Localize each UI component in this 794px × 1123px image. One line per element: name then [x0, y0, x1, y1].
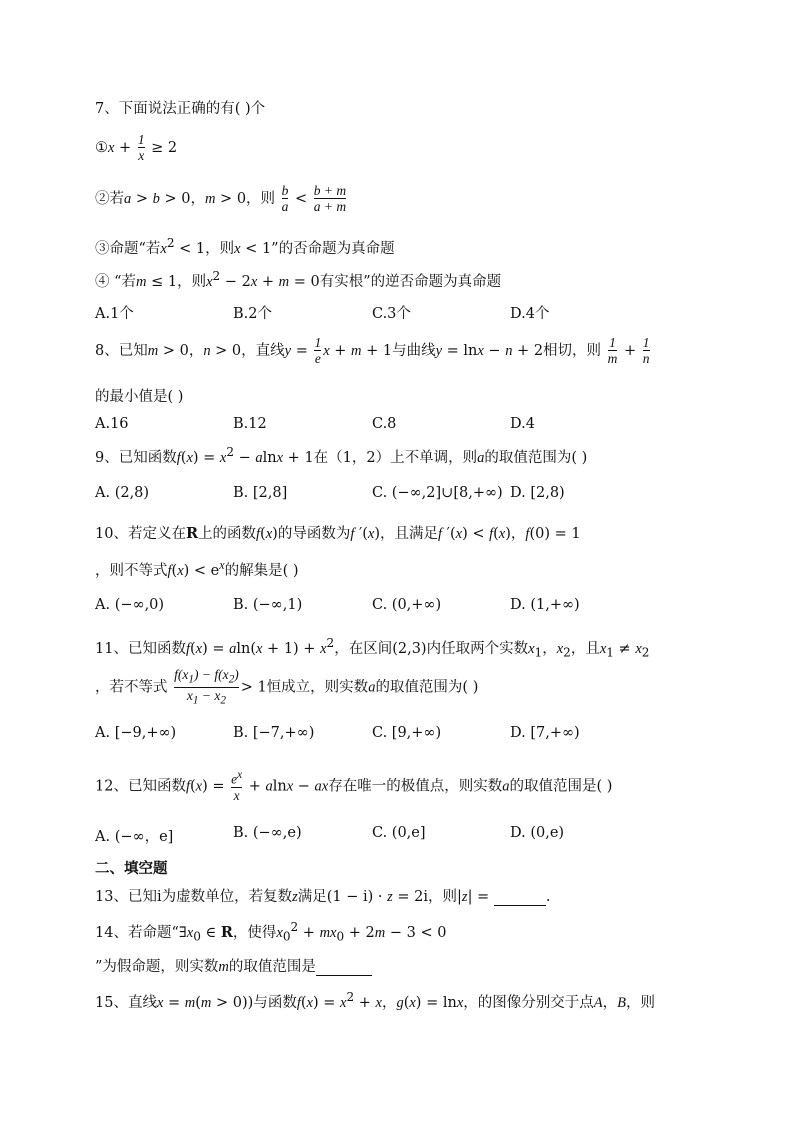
q9-option-d[interactable]: D. [2,8): [510, 485, 565, 501]
q9-option-c[interactable]: C. (−∞,2]∪[8,+∞): [372, 485, 503, 501]
fraction: $\frac{1}{n}$: [642, 335, 650, 367]
q15-stem: 15、直线x = m(m > 0))与函数$f(x) = x^2 + x$，g(x) = lnx，的图像分别交于点A，B，则: [95, 990, 655, 1011]
q13-stem: 13、已知i为虚数单位，若复数z满足(1 − i) · z = 2i，则|z| = .: [95, 889, 551, 905]
q10-option-c[interactable]: C. (0,+∞): [372, 597, 442, 613]
q8-option-d[interactable]: D.4: [510, 416, 535, 432]
answer-blank[interactable]: [316, 961, 372, 976]
q7-statement-3: ③命题“若$x^2 < 1$，则x < 1”的否命题为真命题: [95, 236, 395, 257]
q9-option-a[interactable]: A. (2,8): [95, 485, 150, 501]
q8-stem: 8、已知m > 0，n > 0，直线y = $\frac{1}{e}$ x + m + 1与曲线y = lnx − n + 2相切，则 $\frac{1}{m}$ + $\frac{1}{n}$: [95, 335, 650, 367]
q7-option-b[interactable]: B.2个: [233, 306, 272, 322]
q8-option-b[interactable]: B.12: [233, 416, 267, 432]
q12-option-c[interactable]: C. (0,e]: [372, 825, 426, 841]
q11-stem: 11、已知函数$f(x) = aln(x + 1) + x^2$，在区间(2,3)内任取两个实数$x_1$，$x_2$，且$x_1 \ne x_2$: [95, 636, 650, 660]
q7-stem: 7、下面说法正确的有( )个: [95, 101, 266, 117]
fraction: $\frac{b}{a}$: [281, 183, 289, 215]
q12-option-b[interactable]: B. (−∞,e): [233, 825, 302, 841]
q10-stem: 10、若定义在R上的函数f(x)的导函数为f ′(x)，且满足f ′(x) < f(x)，f(0) = 1: [95, 525, 581, 542]
q8-stem-line2: 的最小值是( ): [95, 389, 184, 405]
q14-stem: 14、若命题“$\exists x_0$ ∈ R，使得$x_0^2 + mx_0 + 2m - 3 < 0$: [95, 920, 447, 944]
section-title: 二、填空题: [95, 860, 168, 877]
q14-stem-line2: ”为假命题，则实数m的取值范围是: [95, 955, 372, 976]
q11-option-a[interactable]: A. [−9,+∞): [95, 725, 177, 741]
fraction: $\frac{1}{m}$: [607, 335, 618, 367]
q9-option-b[interactable]: B. [2,8]: [233, 485, 288, 501]
q12-option-d[interactable]: D. (0,e): [510, 825, 565, 841]
q12-option-a[interactable]: A. (−∞，e]: [95, 829, 174, 845]
q10-option-a[interactable]: A. (−∞,0): [95, 597, 165, 613]
q11-option-d[interactable]: D. [7,+∞): [510, 725, 580, 741]
q10-option-d[interactable]: D. (1,+∞): [510, 597, 580, 613]
fraction: $\frac{1}{e}$: [314, 335, 322, 367]
q8-option-c[interactable]: C.8: [372, 416, 397, 432]
fraction: $\frac{f(x_1) - f(x_2)}{x_1 - x_2}$: [174, 667, 239, 707]
q9-stem: 9、已知函数$f(x) = x^2 - alnx + 1$在（1，2）上不单调，则a的取值范围为( ): [95, 445, 588, 466]
q10-stem-line2: ，则不等式$f(x) < e^x$的解集是( ): [95, 558, 299, 579]
answer-blank[interactable]: [494, 891, 546, 906]
q12-stem: 12、已知函数f(x) = $\frac{e^x}{x}$ + alnx − ax存在唯一的极值点，则实数a的取值范围是( ): [95, 769, 613, 803]
q11-stem-line2: ，若不等式 $\frac{f(x_1) - f(x_2)}{x_1 - x_2}$ > 1恒成立，则实数a的取值范围为( ): [95, 667, 479, 707]
q7-option-d[interactable]: D.4个: [510, 306, 550, 322]
q11-option-b[interactable]: B. [−7,+∞): [233, 725, 315, 741]
fraction: $\frac{e^x}{x}$: [231, 769, 243, 803]
fraction: $\frac{1}{x}$: [137, 132, 145, 164]
q10-option-b[interactable]: B. (−∞,1): [233, 597, 303, 613]
q7-option-c[interactable]: C.3个: [372, 306, 411, 322]
fraction: $\frac{b + m}{a + m}$: [313, 183, 347, 215]
q7-statement-2: ②若a > b > 0，m > 0，则 $\frac{b}{a}$ < $\frac{b + m}{a + m}$: [95, 183, 347, 215]
q8-option-a[interactable]: A.16: [95, 416, 129, 432]
q11-option-c[interactable]: C. [9,+∞): [372, 725, 442, 741]
q7-option-a[interactable]: A.1个: [95, 306, 134, 322]
q7-statement-4: ④ “若m ≤ 1，则$x^2 - 2x + m = 0$有实根”的逆否命题为真命题: [95, 269, 502, 290]
q7-statement-1: ①x + $\frac{1}{x}$ ≥ 2: [95, 132, 178, 164]
